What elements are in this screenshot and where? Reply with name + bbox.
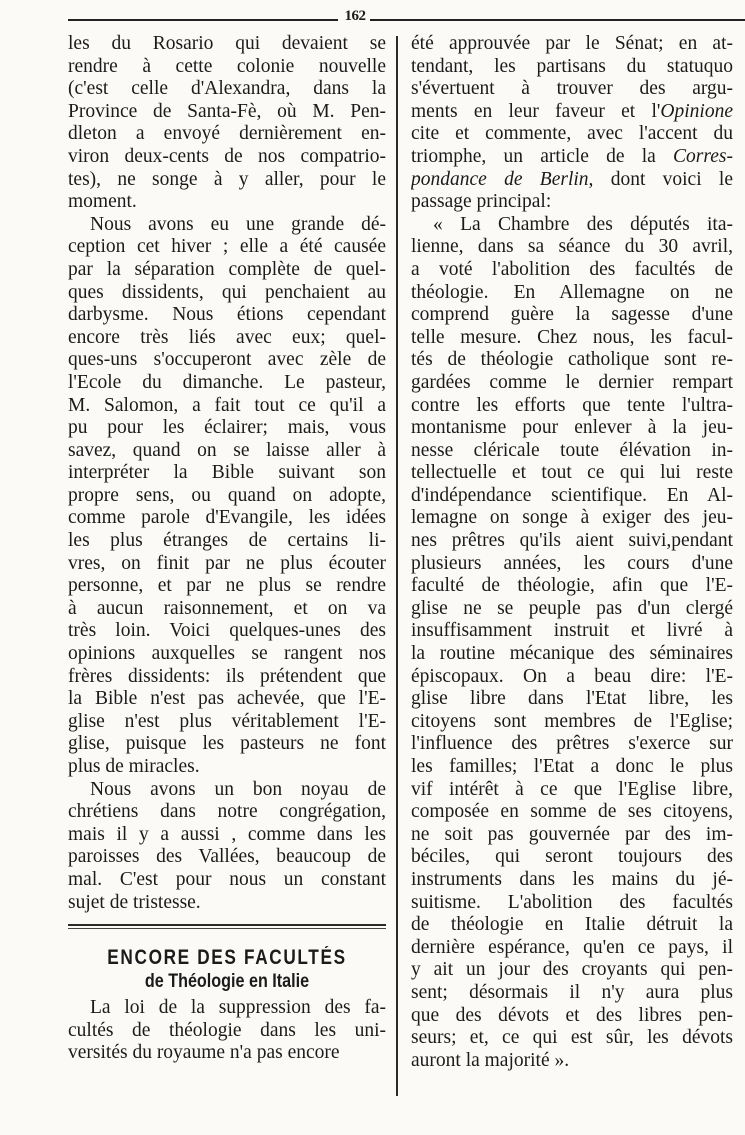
- text-line: pondance de Berlin, dont voici le: [411, 168, 733, 190]
- text-line: cultés de théologie dans les uni-: [68, 1019, 386, 1041]
- text-line: vif intérêt à ce que l'Eglise libre,: [411, 778, 733, 800]
- text-line: ception cet hiver ; elle a été causée: [68, 236, 386, 258]
- text-line: les familles; l'Etat a donc le plus: [411, 756, 733, 777]
- text-line: théologie. En Allemagne on ne: [411, 281, 733, 303]
- paragraph: [68, 33, 386, 214]
- right-column-body: [411, 33, 733, 1072]
- text-line: rendre à cette colonie nouvelle: [68, 55, 386, 77]
- text-line: tes), ne songe à y aller, pour le: [68, 168, 386, 190]
- text-line: faculté de théologie, afin que l'E-: [411, 575, 733, 597]
- text-line: la Bible n'est pas achevée, que l'E-: [68, 688, 386, 710]
- text-line: frères dissidents: ils prétendent que: [68, 665, 386, 687]
- text-line: l'Ecole du dimanche. Le pasteur,: [68, 371, 386, 393]
- text-line: la routine mécanique des séminaires: [411, 643, 733, 665]
- text-line: passage principal:: [411, 191, 552, 213]
- text-line: gardées comme le dernier rempart: [411, 371, 733, 393]
- section-heading: ENCORE DES FACULTÉS: [107, 946, 347, 970]
- text-line: suitisme. L'abolition des facultés: [411, 891, 733, 913]
- text-line: vres, on finit par ne plus écouter: [68, 552, 386, 574]
- text-line: glise n'est plus véritablement l'E-: [68, 710, 386, 732]
- text-line: opinions auxquelles se rangent nos: [68, 643, 386, 665]
- text-line: ne soit pas gouvernée par des im-: [411, 823, 733, 845]
- page-number: 162: [344, 8, 366, 24]
- text-line: les du Rosario qui devaient se: [68, 33, 386, 54]
- text-line: glise libre dans l'Etat libre, les: [411, 688, 733, 710]
- text-line: seurs; et, ce qui est sûr, les dévots: [411, 1027, 733, 1049]
- column-divider: [396, 36, 398, 1096]
- left-column: [68, 33, 386, 1065]
- text-line: contre les efforts que tente l'ultra-: [411, 394, 733, 416]
- text-line: les plus étranges de certains li-: [68, 530, 386, 552]
- text-line: sujet de tristesse.: [68, 891, 201, 913]
- text-line: propre sens, ou quand on adopte,: [68, 484, 386, 506]
- text-line: dleton a envoyé dernièrement en-: [68, 123, 386, 145]
- text-line: paroisses des Vallées, beaucoup de: [68, 846, 386, 868]
- text-line: Nous avons eu une grande dé-: [90, 213, 386, 235]
- text-line: très loin. Voici quelques-unes des: [68, 620, 386, 642]
- text-line: tendant, les partisans du statuquo: [411, 55, 733, 77]
- text-line: par la séparation complète de quel-: [68, 258, 386, 280]
- text-line: chrétiens dans notre congrégation,: [68, 801, 386, 823]
- text-line: citoyens sont membres de l'Eglise;: [411, 710, 733, 732]
- text-line: ques-uns s'occuperont avec zèle de: [68, 349, 386, 371]
- text-line: versités du royaume n'a pas encore: [68, 1042, 340, 1064]
- header-rule-right: [370, 19, 745, 21]
- text-line: nesse cléricale toute élévation in-: [411, 439, 733, 461]
- text-line: « La Chambre des députés ita-: [433, 213, 733, 235]
- text-line: ments en leur faveur et l'Opinione: [411, 100, 733, 122]
- text-line: composée en somme de ses citoyens,: [411, 801, 733, 823]
- text-line: de théologie en Italie détruit la: [411, 914, 733, 936]
- text-line: insuffisamment instruit et livré à: [411, 620, 733, 642]
- section-subheading: de Théologie en Italie: [144, 971, 310, 993]
- italic-text: pondance de Berlin: [411, 168, 589, 190]
- text-line: moment.: [68, 191, 137, 213]
- text-line: instruments dans les mains du jé-: [411, 868, 733, 890]
- text-line: glise ne se peuple pas d'un clergé: [411, 597, 733, 619]
- paragraph: [68, 214, 386, 779]
- text-line: auront la majorité ».: [411, 1049, 570, 1071]
- text-line: La loi de la suppression des fa-: [90, 997, 386, 1019]
- text-line: montanisme pour enlever à la jeu-: [411, 417, 733, 439]
- text-line: que des dévots et des libres pen-: [411, 1004, 733, 1026]
- text-line: à aucun raisonnement, et on va: [68, 597, 386, 619]
- text-line: mais il y a aussi , comme dans les: [68, 823, 386, 845]
- text-line: savez, quand on se laisse aller à: [68, 439, 386, 461]
- text-line: épiscopaux. On a beau dire: l'E-: [411, 665, 733, 687]
- text-line: glise, puisque les pasteurs ne font: [68, 733, 386, 755]
- text-line: Nous avons un bon noyau de: [90, 778, 386, 800]
- text-line: ques dissidents, qui penchaient au: [68, 281, 386, 303]
- text-line: tés de théologie catholique sont re-: [411, 349, 733, 371]
- text-line: triomphe, un article de la Corres-: [411, 145, 733, 167]
- text-line: d'indépendance scientifique. En Al-: [411, 484, 733, 506]
- text-line: cite et commente, avec l'accent du: [411, 123, 733, 145]
- text-line: tellectuelle et tout ce qui lui reste: [411, 462, 733, 484]
- paragraph: [68, 997, 386, 1065]
- italic-text: Opinione: [660, 100, 733, 122]
- text-line: (c'est celle d'Alexandra, dans la: [68, 78, 386, 100]
- text-line: comme parole d'Evangile, les idées: [68, 507, 386, 529]
- text-line: comprend guère la sagesse d'une: [411, 304, 733, 326]
- text-line: y ait un jour des croyants qui pen-: [411, 959, 733, 981]
- paragraph: [68, 779, 386, 915]
- text-line: dernière espérance, qu'en ce pays, il: [411, 936, 733, 958]
- text-line: Province de Santa-Fè, où M. Pen-: [68, 100, 386, 122]
- text-line: s'évertuent à trouver des argu-: [411, 78, 733, 100]
- left-column-body: [68, 33, 386, 914]
- text-line: viron deux-cents de nos compatrio-: [68, 145, 386, 167]
- text-line: sent; désormais il n'y aura plus: [411, 981, 733, 1003]
- text-line: mal. C'est pour nous un constant: [68, 868, 386, 890]
- text-line: lienne, dans sa séance du 30 avril,: [411, 236, 733, 258]
- text-line: nes prêtres qu'ils aient suivi,pendant: [411, 530, 733, 552]
- paragraph: [411, 33, 733, 214]
- page-header: [68, 8, 745, 28]
- text-line: darbysme. Nous étions cependant: [68, 304, 386, 326]
- text-line: interpréter la Bible suivant son: [68, 462, 386, 484]
- text-line: encore très liés avec eux; quel-: [68, 326, 386, 348]
- text-line: lemagne on songe à exiger des jeu-: [411, 507, 733, 529]
- text-line: telle mesure. Chez nous, les facul-: [411, 326, 733, 348]
- paragraph: [411, 214, 733, 1073]
- section-paragraph: [68, 997, 386, 1065]
- text-line: a voté l'abolition des facultés de: [411, 258, 733, 280]
- text-line: l'influence des prêtres s'exerce sur: [411, 733, 733, 755]
- section-divider: [68, 924, 386, 929]
- right-column: [411, 33, 733, 1072]
- text-line: béciles, qui seront toujours des: [411, 846, 733, 868]
- text-line: pu pour les éclairer; mais, vous: [68, 417, 386, 439]
- text-line: M. Salomon, a fait tout ce qu'il a: [68, 394, 386, 416]
- header-rule-left: [68, 19, 338, 21]
- text-line: été approuvée par le Sénat; en at-: [411, 33, 733, 54]
- text-line: personne, et par ne plus se rendre: [68, 575, 386, 597]
- text-line: plus de miracles.: [68, 756, 200, 777]
- text-line: plusieurs années, les cours d'une: [411, 552, 733, 574]
- italic-text: Corres-: [673, 145, 733, 167]
